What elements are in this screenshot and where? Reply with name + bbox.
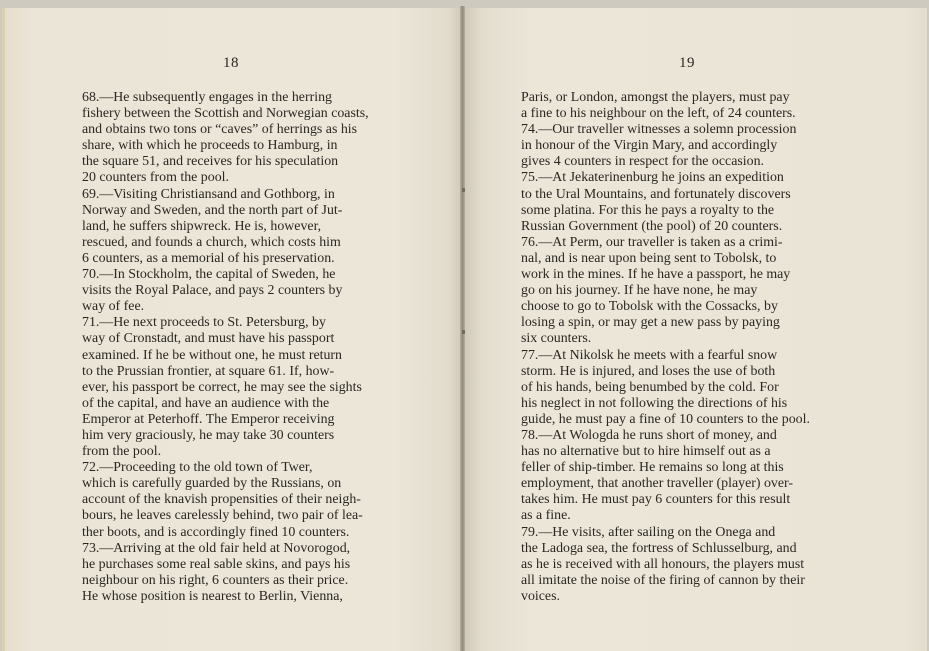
text-line: some platina. For this he pays a royalty to the [521,202,775,218]
text-line: neighbour on his right, 6 counters as their price. [82,572,349,588]
text-line: account of the knavish propensities of their neigh- [82,492,361,508]
text-line: to the Ural Mountains, and fortunately discovers [521,186,791,202]
text-line: rescued, and founds a church, which costs him [82,234,341,250]
text-line: visits the Royal Palace, and pays 2 counters by [82,283,343,299]
page-text [82,90,369,605]
text-line: he purchases some real sable skins, and pays his [82,556,351,572]
text-line: bours, he leaves carelessly behind, two pair of lea- [82,508,363,524]
page-text [521,90,810,605]
text-line: 70.—In Stockholm, the capital of Sweden, he [82,267,336,283]
text-line: Russian Government (the pool) of 20 counters. [521,218,783,234]
text-line: 78.—At Wologda he runs short of money, and [521,427,777,443]
text-line: as a fine. [521,508,571,524]
text-line: 69.—Visiting Christiansand and Gothborg, in [82,186,335,202]
text-line: in honour of the Virgin Mary, and accordingly [521,138,778,154]
text-line: Paris, or London, amongst the players, must pay [521,90,790,105]
left-page [2,8,462,651]
text-line: voices. [521,588,560,604]
text-line: He whose position is nearest to Berlin, Vienna, [82,588,343,604]
text-line: the square 51, and receives for his speculation [82,154,339,170]
text-line: takes him. He must pay 6 counters for this result [521,492,791,508]
right-page [463,8,927,651]
text-line: 75.—At Jekaterinenburg he joins an expedition [521,170,784,186]
text-line: 73.—Arriving at the old fair held at Novorogod, [82,540,351,556]
text-line: which is carefully guarded by the Russians, on [82,476,342,492]
text-line: ever, his passport be correct, he may see the sights [82,379,362,395]
text-line: to the Prussian frontier, at square 61. If, how- [82,363,335,379]
text-line: feller of ship-timber. He remains so long at this [521,460,784,476]
text-line: 76.—At Perm, our traveller is taken as a crimi- [521,234,783,250]
text-line: employment, that another traveller (player) over- [521,476,794,492]
text-line: of his hands, being benumbed by the cold. For [521,379,779,395]
text-line: the Ladoga sea, the fortress of Schlusselburg, and [521,540,797,556]
text-line: 77.—At Nikolsk he meets with a fearful snow [521,347,778,363]
text-line: a fine to his neighbour on the left, of 24 counters. [521,106,796,122]
text-line: work in the mines. If he have a passport, he may [521,267,791,283]
text-line: Emperor at Peterhoff. The Emperor receiving [82,411,335,427]
text-line: gives 4 counters in respect for the occasion. [521,154,765,170]
text-line: ther boots, and is accordingly fined 10 counters. [82,524,350,540]
page-number: 19 [679,55,695,71]
text-line: from the pool. [82,444,162,460]
text-line: 20 counters from the pool. [82,170,229,186]
text-line: examined. If he be without one, he must return [82,347,342,363]
text-line: losing a spin, or may get a new pass by paying [521,315,780,331]
text-line: 71.—He next proceeds to St. Petersburg, by [82,315,326,331]
text-line: way of Cronstadt, and must have his passport [82,331,335,347]
text-line: 74.—Our traveller witnesses a solemn procession [521,122,797,138]
page-number: 18 [223,55,239,71]
book-gutter [460,6,465,651]
text-line: as he is received with all honours, the players must [521,556,805,572]
binding-stitch [462,330,465,334]
text-line: 72.—Proceeding to the old town of Twer, [82,460,313,476]
text-line: six counters. [521,331,592,347]
text-line: all imitate the noise of the firing of cannon by their [521,572,805,588]
binding-stitch [462,188,465,192]
text-line: 79.—He visits, after sailing on the Onega and [521,524,776,540]
text-line: and obtains two tons or “caves” of herrings as his [82,122,358,138]
text-line: him very graciously, he may take 30 counters [82,427,335,443]
text-line: guide, he must pay a fine of 10 counters to the pool. [521,411,810,427]
text-line: go on his journey. If he have none, he may [521,283,758,299]
text-line: 6 counters, as a memorial of his preservation. [82,250,335,266]
text-line: Norway and Sweden, and the north part of Jut- [82,202,343,218]
text-line: 68.—He subsequently engages in the herring [82,90,332,105]
text-line: nal, and is near upon being sent to Tobolsk, to [521,250,777,266]
text-line: share, with which he proceeds to Hamburg, in [82,138,338,154]
text-line: has no alternative but to hire himself out as a [521,444,771,460]
text-line: choose to go to Tobolsk with the Cossacks, by [521,299,778,315]
text-line: of the capital, and have an audience with the [82,395,330,411]
text-line: land, he suffers shipwreck. He is, however, [82,218,322,234]
text-line: way of fee. [82,299,145,315]
text-line: his neglect in not following the directions of his [521,395,788,411]
text-line: storm. He is injured, and loses the use of both [521,363,776,379]
text-line: fishery between the Scottish and Norwegian coasts, [82,106,369,122]
